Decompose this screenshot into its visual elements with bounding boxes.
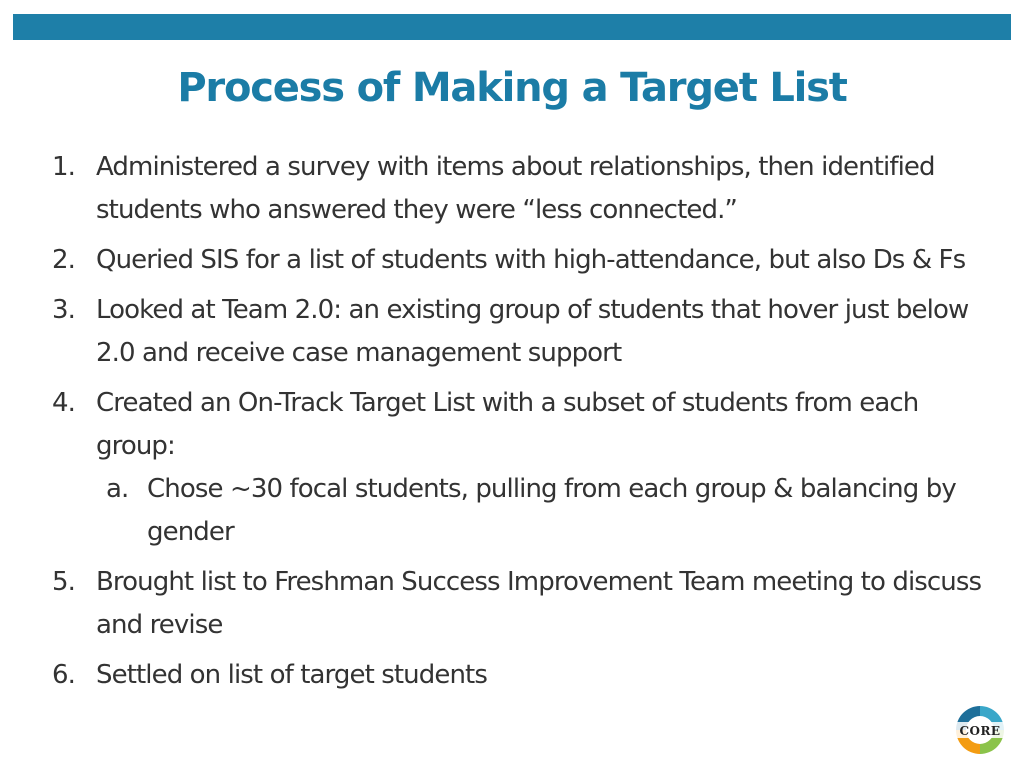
step-number: 1. — [52, 152, 76, 182]
step-item-3 — [52, 289, 992, 375]
step-item-4 — [52, 382, 992, 554]
step-text: Brought list to Freshman Success Improvement Team meeting to discuss and revise — [96, 567, 982, 640]
sub-step-text: Chose ~30 focal students, pulling from each group & balancing by gender — [147, 474, 956, 547]
step-item-1 — [52, 146, 992, 232]
header-accent-bar — [13, 14, 1011, 40]
step-text: Administered a survey with items about relationships, then identified students who answered they were “less connected.” — [96, 152, 935, 225]
step-text: Settled on list of target students — [96, 660, 487, 690]
logo-text: CORE — [959, 724, 1001, 738]
step-number: 3. — [52, 295, 76, 325]
step-number: 5. — [52, 567, 76, 597]
sub-step-letter: a. — [106, 474, 129, 504]
step-text: Created an On-Track Target List with a subset of students from each group: — [96, 388, 919, 461]
step-item-6 — [52, 654, 992, 697]
steps-list — [52, 146, 992, 704]
step-text: Queried SIS for a list of students with high-attendance, but also Ds & Fs — [96, 245, 966, 275]
step-item-5 — [52, 561, 992, 647]
core-logo-icon — [950, 700, 1010, 760]
sub-step-item-a — [96, 468, 992, 554]
step-number: 6. — [52, 660, 76, 690]
step-number: 2. — [52, 245, 76, 275]
step-item-2 — [52, 239, 992, 282]
slide-title: Process of Making a Target List — [177, 65, 847, 111]
step-text: Looked at Team 2.0: an existing group of students that hover just below 2.0 and receive case management support — [96, 295, 969, 368]
step-number: 4. — [52, 388, 76, 418]
